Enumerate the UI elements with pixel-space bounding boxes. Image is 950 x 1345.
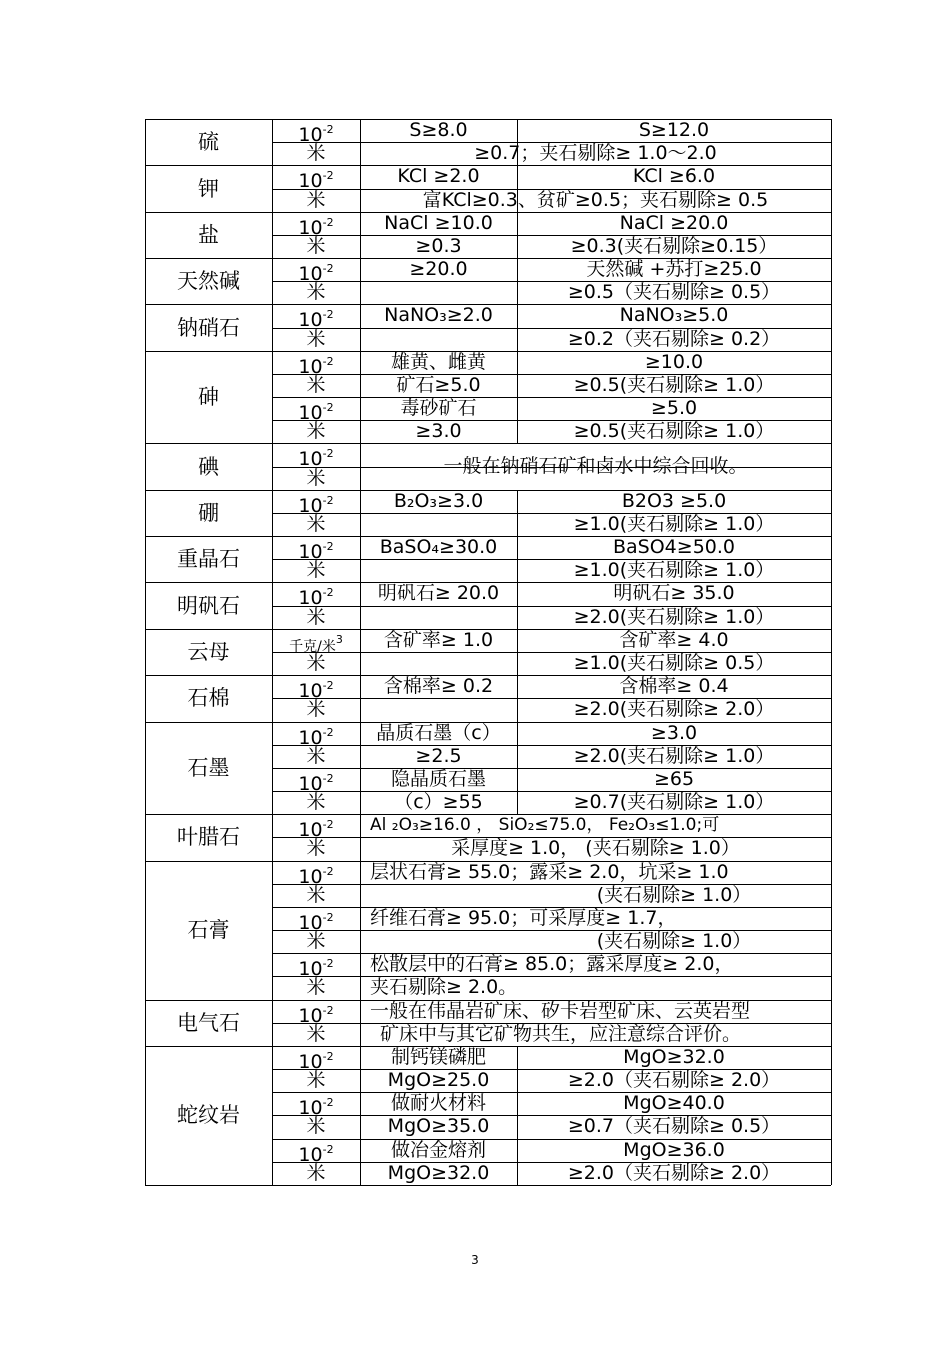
requirement-cell-text: 天然碱 +苏打≥25.0	[586, 258, 762, 281]
table-rule-vertical	[360, 258, 361, 304]
unit-base: 千克/米	[289, 638, 336, 655]
requirement-cell-text: 含矿率≥ 4.0	[619, 628, 729, 651]
mineral-name: 钠硝石	[177, 315, 240, 340]
unit-base: 10	[298, 1004, 323, 1027]
unit-exponent: 3	[335, 632, 343, 646]
requirement-cell-text: BaSO₄≥30.0	[379, 536, 498, 559]
requirement-cell-text: 明矾石≥ 35.0	[613, 582, 735, 605]
unit-exponent: -2	[322, 354, 334, 368]
unit-label: 米	[306, 744, 326, 767]
requirement-cell-text: ≥0.3(夹石剔除≥0.15）	[570, 234, 778, 257]
unit-exponent: -2	[322, 169, 334, 183]
table-rule-horizontal	[272, 976, 831, 977]
unit-label: 米	[306, 652, 326, 674]
requirement-cell-text: ≥2.5	[415, 744, 462, 767]
unit-label: 米	[306, 930, 326, 953]
requirement-cell-text: （c）≥55	[394, 791, 483, 814]
requirement-cell-text: MgO≥35.0	[387, 1115, 490, 1138]
unit-label: 米	[306, 1069, 326, 1092]
unit-base: 10	[298, 494, 323, 517]
table-rule-horizontal	[272, 1092, 831, 1093]
requirement-cell-text: ≥1.0(夹石剔除≥ 1.0）	[573, 512, 775, 535]
mineral-name: 盐	[198, 222, 219, 247]
unit-base: 10	[298, 402, 323, 425]
unit-label: 米	[306, 883, 326, 906]
unit-base: 10	[298, 1143, 323, 1166]
unit-label: 米	[306, 420, 326, 443]
table-rule-horizontal	[145, 1046, 831, 1047]
unit-exponent: -2	[322, 957, 334, 971]
unit-exponent: -2	[322, 910, 334, 924]
unit-label: 米	[306, 791, 326, 814]
requirement-cell-text: (夹石剔除≥ 1.0）	[596, 930, 752, 953]
requirement-cell-text: 一般在伟晶岩矿床、矽卡岩型矿床、云英岩型	[370, 999, 751, 1022]
mineral-name: 硼	[198, 500, 219, 525]
unit-base: 10	[298, 587, 323, 610]
requirement-cell-text: MgO≥32.0	[623, 1045, 725, 1068]
requirement-cell-text: ≥1.0(夹石剔除≥ 1.0）	[573, 559, 775, 582]
unit-base: 10	[298, 263, 323, 286]
unit-exponent: -2	[322, 1003, 334, 1017]
unit-label: 米	[306, 1115, 326, 1138]
table-rule-vertical	[517, 258, 518, 304]
table-rule-vertical	[831, 119, 832, 1185]
mineral-requirements-table	[145, 119, 831, 1185]
unit-exponent: -2	[322, 771, 334, 785]
table-rule-vertical	[517, 1046, 518, 1185]
requirement-cell-text: 晶质石墨（c）	[376, 721, 501, 744]
mineral-name: 石墨	[187, 755, 230, 780]
unit-exponent: -2	[322, 123, 334, 136]
unit-label: 米	[306, 605, 326, 628]
mineral-name: 天然碱	[177, 269, 240, 294]
mineral-name: 云母	[187, 640, 230, 664]
table-rule-vertical	[360, 675, 361, 721]
requirement-cell-text: ≥65	[653, 767, 695, 790]
requirement-cell-text: KCl ≥6.0	[632, 165, 716, 188]
requirement-cell-text: ≥0.7；夹石剔除≥ 1.0～2.0	[474, 142, 717, 165]
unit-base: 10	[298, 819, 323, 842]
table-rule-vertical	[517, 675, 518, 721]
unit-label: 米	[306, 466, 326, 489]
requirement-cell-text: NaCl ≥10.0	[384, 211, 493, 234]
unit-exponent: -2	[322, 308, 334, 322]
requirement-cell-text: B₂O₃≥3.0	[393, 489, 484, 512]
unit-exponent: -2	[322, 262, 334, 276]
requirement-cell-text: BaSO4≥50.0	[612, 536, 736, 559]
unit-base: 10	[298, 726, 323, 749]
unit-exponent: -2	[322, 679, 334, 693]
requirement-cell-text: 隐晶质石墨	[390, 767, 487, 790]
requirement-cell-text: 明矾石≥ 20.0	[377, 582, 500, 605]
unit-label: 米	[306, 559, 326, 582]
requirement-cell-text: 雄黄、雌黄	[390, 350, 487, 373]
mineral-name: 碘	[198, 454, 219, 479]
unit-exponent: -2	[322, 540, 334, 554]
table-rule-vertical	[360, 212, 361, 258]
requirement-cell-text: 含棉率≥ 0.4	[619, 675, 729, 698]
table-rule-vertical	[517, 722, 518, 815]
requirement-cell-text: 制钙镁磷肥	[390, 1045, 487, 1068]
requirement-cell-text: ≥0.5(夹石剔除≥ 1.0）	[573, 420, 775, 443]
requirement-cell-text: ≥0.5（夹石剔除≥ 0.5）	[567, 281, 781, 304]
mineral-name: 叶腊石	[177, 825, 240, 850]
unit-base: 10	[298, 309, 323, 332]
table-rule-horizontal	[145, 443, 831, 444]
unit-label: 米	[306, 1161, 326, 1184]
unit-base: 10	[298, 772, 323, 795]
table-rule-vertical	[145, 119, 146, 1185]
unit-base: 10	[298, 355, 323, 378]
requirement-cell-text: 采厚度≥ 1.0， (夹石剔除≥ 1.0）	[451, 837, 740, 860]
table-rule-vertical	[360, 1046, 361, 1185]
unit-exponent: -2	[322, 864, 334, 878]
requirement-cell-text: 一般在钠硝石矿和卤水中综合回收。	[443, 455, 748, 478]
table-rule-horizontal	[145, 119, 831, 120]
requirement-cell-text: ≥2.0(夹石剔除≥ 1.0）	[573, 744, 775, 767]
requirement-cell-text: ≥2.0（夹石剔除≥ 2.0）	[567, 1069, 781, 1092]
mineral-name: 钾	[198, 176, 219, 201]
requirement-cell-text: NaNO₃≥5.0	[619, 304, 729, 327]
table-rule-vertical	[360, 629, 361, 675]
mineral-name: 明矾石	[177, 593, 240, 618]
unit-exponent: -2	[322, 447, 334, 461]
requirement-cell-text: ≥0.2（夹石剔除≥ 0.2）	[567, 327, 781, 350]
table-rule-horizontal	[272, 1139, 831, 1140]
unit-base: 10	[298, 680, 323, 703]
unit-exponent: -2	[322, 401, 334, 415]
table-rule-vertical	[360, 119, 361, 165]
unit-label: 米	[306, 188, 326, 211]
table-rule-vertical	[360, 165, 361, 211]
requirement-cell-text: ≥10.0	[644, 350, 704, 373]
requirement-cell-text: 层状石膏≥ 55.0；露采≥ 2.0，坑采≥ 1.0	[370, 860, 729, 883]
requirement-cell-text: MgO≥36.0	[623, 1138, 725, 1161]
table-rule-horizontal	[145, 351, 831, 352]
table-rule-vertical	[517, 351, 518, 444]
unit-label: 米	[306, 698, 326, 721]
table-rule-vertical	[360, 582, 361, 628]
unit-exponent: -2	[322, 493, 334, 507]
table-rule-horizontal	[145, 1185, 831, 1186]
unit-exponent: -2	[322, 1049, 334, 1063]
unit-label: 米	[306, 837, 326, 860]
unit-base: 10	[298, 1097, 323, 1120]
unit-exponent: -2	[322, 1096, 334, 1110]
unit-label: 米	[306, 1022, 326, 1045]
unit-base: 10	[298, 1050, 323, 1073]
unit-base: 10	[298, 911, 323, 934]
requirement-cell-text: 含矿率≥ 1.0	[383, 628, 494, 651]
table-rule-horizontal	[145, 165, 831, 166]
mineral-name: 硫	[198, 130, 219, 155]
requirement-cell-text: NaNO₃≥2.0	[384, 304, 493, 327]
table-rule-vertical	[517, 212, 518, 258]
unit-exponent: -2	[322, 725, 334, 739]
unit-exponent: -2	[322, 1142, 334, 1156]
requirement-cell-text: 矿床中与其它矿物共生，应注意综合评价。	[380, 1022, 742, 1045]
requirement-cell-text: ≥2.0(夹石剔除≥ 2.0）	[573, 698, 775, 721]
requirement-cell-text: ≥0.5(夹石剔除≥ 1.0）	[573, 373, 775, 396]
table-rule-vertical	[517, 304, 518, 350]
requirement-cell-text: ≥0.7(夹石剔除≥ 1.0）	[573, 791, 775, 814]
unit-label: 米	[306, 234, 326, 257]
requirement-cell-text: ≥3.0	[650, 721, 698, 744]
unit-label: 米	[306, 327, 326, 350]
table-rule-vertical	[360, 861, 361, 1000]
requirement-cell-text: 矿石≥5.0	[396, 373, 481, 396]
table-rule-vertical	[360, 443, 361, 489]
page-number: 3	[471, 1253, 479, 1267]
table-rule-vertical	[360, 722, 361, 815]
requirement-cell-text: KCl ≥2.0	[397, 165, 480, 188]
unit-exponent: -2	[322, 818, 334, 832]
requirement-cell-text: ≥1.0(夹石剔除≥ 0.5）	[573, 652, 775, 674]
table-rule-horizontal	[272, 768, 831, 769]
requirement-cell-text: (夹石剔除≥ 1.0）	[596, 883, 752, 906]
unit-exponent: -2	[322, 215, 334, 229]
requirement-cell-text: MgO≥32.0	[387, 1161, 490, 1184]
requirement-cell-text: ≥0.3	[415, 234, 462, 257]
unit-base: 10	[298, 958, 323, 981]
table-rule-vertical	[360, 536, 361, 582]
mineral-name: 砷	[198, 385, 219, 410]
requirement-cell-text: ≥2.0（夹石剔除≥ 2.0）	[567, 1161, 781, 1184]
requirement-cell-text: 富KCl≥0.3、贫矿≥0.5；夹石剔除≥ 0.5	[422, 188, 769, 211]
requirement-cell-text: ≥5.0	[650, 397, 698, 420]
table-rule-vertical	[360, 814, 361, 860]
unit-base: 10	[298, 448, 323, 471]
requirement-cell-text: S≥12.0	[638, 119, 710, 141]
unit-exponent: -2	[322, 586, 334, 600]
unit-base: 10	[298, 124, 323, 146]
requirement-cell-text: Al ₂O₃≥16.0 ， SiO₂≤75.0， Fe₂O₃≤1.0;可	[370, 815, 720, 836]
requirement-cell-text: 毒砂矿石	[400, 397, 477, 420]
requirement-cell-text: 含棉率≥ 0.2	[383, 675, 494, 698]
table-rule-vertical	[360, 1000, 361, 1046]
table-rule-vertical	[517, 536, 518, 582]
unit-base: 10	[298, 216, 323, 239]
requirement-cell-text: ≥3.0	[415, 420, 462, 443]
table-rule-horizontal	[145, 490, 831, 491]
requirement-cell-text: 纤维石膏≥ 95.0；可采厚度≥ 1.7，	[370, 906, 677, 929]
table-rule-vertical	[517, 582, 518, 628]
requirement-cell-text: B2O3 ≥5.0	[621, 489, 727, 512]
unit-base: 10	[298, 170, 323, 193]
unit-base: 10	[298, 541, 323, 564]
unit-label: 米	[306, 976, 326, 999]
table-rule-vertical	[360, 304, 361, 350]
mineral-name: 石膏	[187, 918, 230, 943]
table-rule-vertical	[360, 351, 361, 444]
unit-base: 10	[298, 865, 323, 888]
mineral-name: 石棉	[187, 686, 230, 711]
requirement-cell-text: 松散层中的石膏≥ 85.0；露采厚度≥ 2.0，	[370, 953, 734, 976]
requirement-cell-text: S≥8.0	[409, 119, 468, 141]
unit-label: 米	[306, 281, 326, 304]
requirement-cell-text: MgO≥25.0	[387, 1069, 490, 1092]
requirement-cell-text: MgO≥40.0	[623, 1092, 725, 1115]
table-rule-vertical	[517, 629, 518, 675]
requirement-cell-text: 做冶金熔剂	[390, 1138, 487, 1161]
table-rule-vertical	[517, 490, 518, 536]
table-rule-horizontal	[272, 397, 831, 398]
unit-label: 米	[306, 142, 326, 165]
mineral-name: 蛇纹岩	[177, 1103, 240, 1128]
requirement-cell-text: 夹石剔除≥ 2.0。	[370, 976, 518, 999]
requirement-cell-text: ≥0.7（夹石剔除≥ 0.5）	[567, 1115, 781, 1138]
requirement-cell-text: NaCl ≥20.0	[619, 211, 729, 234]
table-rule-vertical	[360, 490, 361, 536]
requirement-cell-text: 做耐火材料	[390, 1092, 487, 1115]
unit-label: 米	[306, 512, 326, 535]
unit-label: 米	[306, 373, 326, 396]
mineral-name: 重晶石	[177, 547, 240, 572]
mineral-name: 电气石	[177, 1010, 240, 1035]
requirement-cell-text: ≥20.0	[409, 258, 468, 281]
requirement-cell-text: ≥2.0(夹石剔除≥ 1.0）	[573, 605, 775, 628]
